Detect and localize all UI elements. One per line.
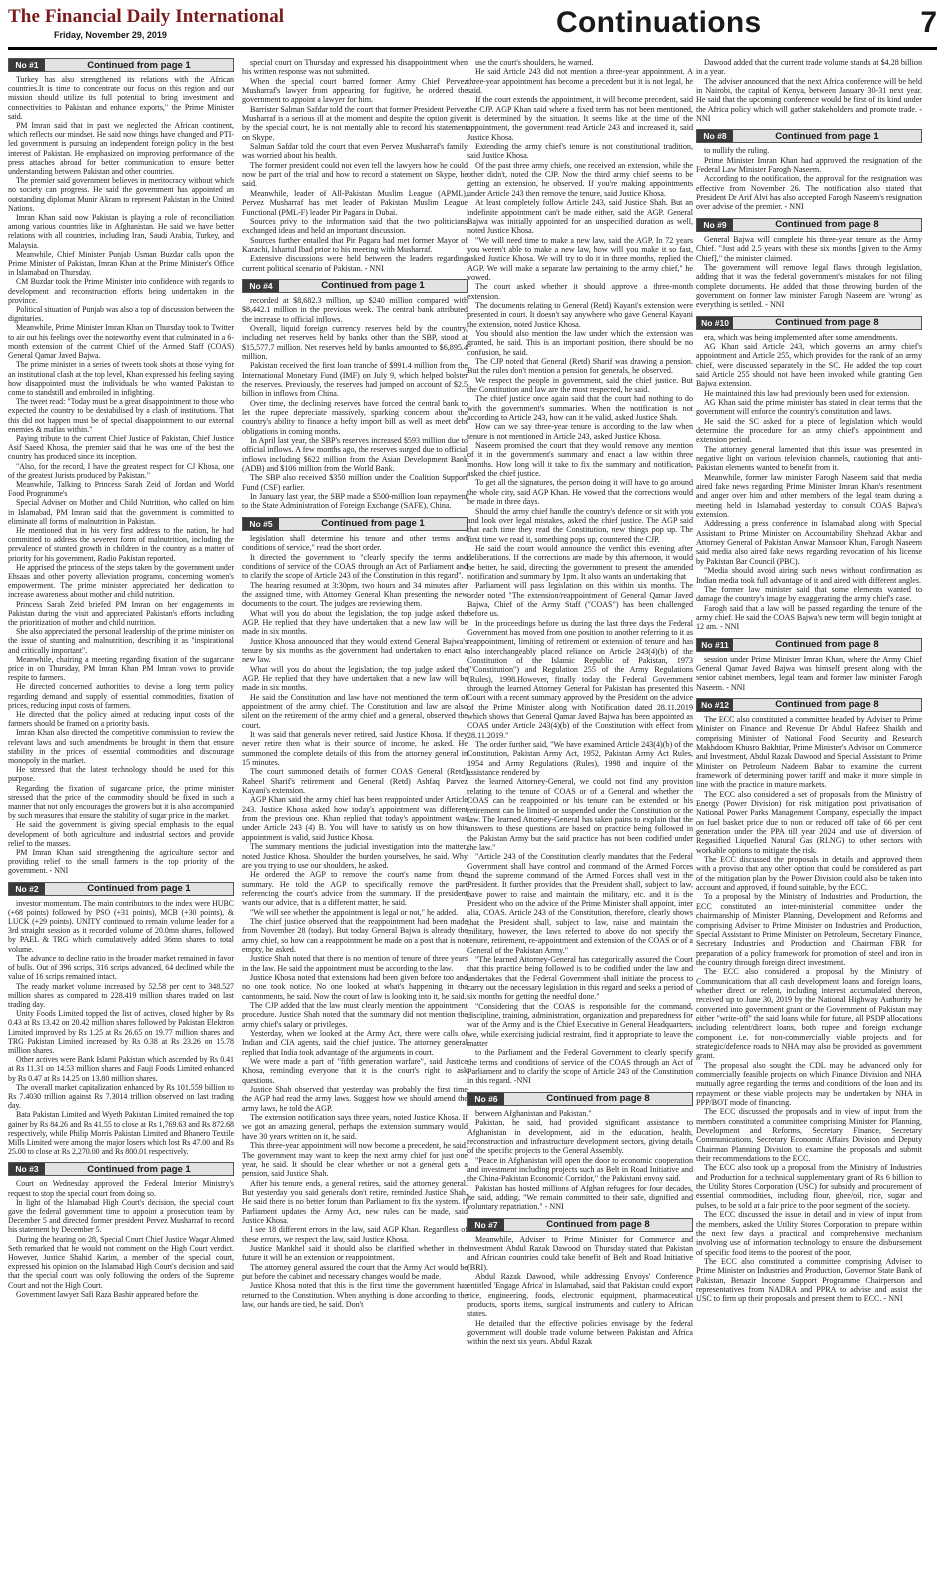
- article-paragraph: The court asked whether it should approve a three-month extension.: [467, 282, 693, 301]
- article-paragraph: According to the notification, the approval for the resignation was effective from November 26. The notification also stated that President Dr Arif Alvi has also accepted Farogh Naseem's resignation over advise of the premier. - NNI: [696, 174, 922, 212]
- continuation-title: Continued from page 8: [733, 699, 921, 711]
- article-paragraph: Over time, the declining reserves have forced the central bank to let the rupee depreciate massively, sparking concern about the country's ability to finance a hefty import bill as well as meet debt obligations in coming months.: [242, 398, 468, 436]
- article-paragraph: Meanwhile, Talking to Princess Sarah Zeid of Jordan and World Food Programme's: [8, 479, 234, 499]
- article-paragraph: Meanwhile, Chief Minister Punjab Usman Buzdar calls upon the Prime Minister of Pakistan, Imran Khan at the Prime Minister's Office in Islamabad on Thursday.: [8, 249, 234, 278]
- article-paragraph: We respect the people in government, said the chief justice. But the Constitution and law are the most respected, he said.: [467, 375, 693, 395]
- article-paragraph: legislation shall determine his tenure and other terms and conditions of service," read the short order.: [242, 533, 468, 553]
- continuation-number: No #10: [697, 317, 733, 329]
- article-paragraph: It directed the government to "clearly specify the terms and conditions of service of the COAS through an Act of Parliament and to clarify the scope of Article 243 of the Constitution in this regard".: [242, 552, 468, 581]
- article-paragraph: He said the SC asked for a piece of legislation which would determine the procedure for an army chief's appointment and extension period.: [696, 416, 922, 445]
- article-body: [467, 1235, 693, 1347]
- article-body: [242, 58, 468, 273]
- article-paragraph: The CJP noted that General (Retd) Sharif was drawing a pension. But the rules don't mention a pension for generals, he observed.: [467, 357, 693, 376]
- article-body: [242, 534, 468, 1310]
- article-paragraph: Bata Pakistan Limited and Wyeth Pakistan Limited remained the top gainer by Rs 84.26 and Rs 41.55 to close at Rs 1,769.63 and Rs 872.68 respectively, while Philip Morris Pakistan Limited and Bhanero Textile Mills Limited were among the major losers which lost Rs 47.00 and Rs 25.00 to close at Rs 2,270.00 and Rs 800.01 respectively.: [8, 1110, 234, 1157]
- article-paragraph: The chief justice once again said that the court had nothing to do with the government's summaries. When the notification is not according to Article 243, how can it be valid, asked Justice Shah.: [467, 394, 693, 423]
- continuation-article: [696, 638, 922, 692]
- continuation-header: [8, 1162, 234, 1176]
- article-paragraph: It was said that generals never retired, said Justice Khosa. If they never retire then what is their source of income, he asked. He summoned the complete details of this from the attorney general in 15 minutes.: [242, 730, 468, 768]
- article-paragraph: to nullify the ruling.: [704, 146, 770, 156]
- article-paragraph: He said the government is giving special emphasis to the equal development of both agriculture and industrial sectors and provide relief to the masses.: [8, 820, 234, 848]
- article-paragraph: The ECC discussed the proposals in details and approved them with a proviso that any other option that could be considered as part of the mitigation plan by the Power Division could also be taken into account and approved, if found suitable, by the ECC.: [696, 855, 922, 893]
- article-paragraph: The ECC also constituted a committee comprising Adviser to Prime Minister on Industries and Production, Governor State Bank of Pakistan, Benazir Income Support Programme Chairperson and representatives from NADRA and PPRA to advise and assist the USC to firm up their proposals and present them to ECC. - NNI: [696, 1256, 922, 1304]
- article-paragraph: Justice Shah observed that yesterday was probably the first time the AGP had read the army laws. Suggest how we should amend the army laws, he told the AGP.: [242, 1085, 468, 1113]
- article-paragraph: Barrister Salman Safdar told the court that former President Pervez Musharraf is a serious ill at the moment and despite the option given by the special court, he is not mentally able to record his statement on Skype.: [242, 104, 468, 142]
- continuation-header: [467, 1218, 693, 1232]
- article-paragraph: Pakistan received the first loan tranche of $991.4 million from the International Monetary Fund (IMF) on July 9, which helped bolster the reserves. Previously, the reserves had jumped on account of $2.5 billion in inflows from China.: [242, 361, 468, 399]
- article-paragraph: He directed that the policy aimed at reducing input costs of the farmers should be framed on a priority basis.: [8, 710, 234, 729]
- article-paragraph: Government lawyer Safi Raza Bashir appeared before the: [16, 1289, 199, 1299]
- article-paragraph: During the hearing on 28, Special Court Chief Justice Waqar Ahmed Seth remarked that he would not comment on the High Court verdict. However, Justice Shahid Karim, a member of the special court, expressed his opinion on the Islamabad High Court's decision and said that the special court was only following the orders of the Supreme Court and not the High Court.: [8, 1234, 234, 1290]
- article-paragraph: You should also mention the law under which the extension was granted, he said. This is an important position, there should be no confusion, he said.: [467, 328, 693, 357]
- continuation-header: [8, 882, 234, 896]
- article-paragraph: He apprised the princess of the steps taken by the government under Ehsaas and other poverty alleviation programs, concerning women's empowerment. The prime minister appreciated her dedication to increase awareness about mother and child nutrition.: [8, 562, 234, 600]
- article-paragraph: Turkey has also strengthened its relations with the African countries.It is time to concentrate our focus on this region and our mission should utilize its full potential to bring investment and connectivities to Pakistan and enhance exports," the Prime Minister said.: [8, 75, 234, 121]
- article-paragraph: The chief justice observed that the reappointment had been made from November 28 (today). But today General Bajwa is already the army chief, so how can a reappointment be made on a post that is not empty, he asked.: [242, 916, 468, 954]
- continuation-number: No #7: [468, 1219, 504, 1231]
- article-paragraph: Abdul Razak Dawood, while addressing Envoys' Conference entitled 'Engage Africa' in Islamabad, said that Pakistan could export rice, engineering, foods, electronic equipment, pharmaceutical products, sports items, surgical instruments and cutlery to African states.: [467, 1271, 693, 1319]
- article-paragraph: The former president could not even tell the lawyers how he could now be part of the trial and how to record a statement on Skype, he said.: [242, 160, 468, 189]
- article-paragraph: The adviser announced that the next Africa conference will be held in Nairobi, the capital of Kenya, between January 30-31 next year. He said that the upcoming conference would be first of its kind under the Africa policy which will gather stakeholders and promote trade. -NNI: [696, 76, 922, 124]
- article-paragraph: In April last year, the SBP's reserves increased $593 million due to official inflows. A few months ago, the reserves surged due to official inflows including $622 million from the Asian Development Bank (ADB) and $106 million from the World Bank.: [242, 436, 468, 474]
- article-paragraph: The former law minister said that some elements wanted to damage the country's image by exaggerating the army chief's case.: [696, 584, 922, 604]
- article-body: [696, 333, 922, 632]
- article-paragraph: Sources privy to the information said that the two politicians exchanged ideas and held an important discussion.: [242, 216, 468, 236]
- article-paragraph: The ready market volume increased by 52.58 per cent to 348.527 million shares as compared to 228.419 million shares traded on last trading day.: [8, 981, 234, 1009]
- article-paragraph: Meanwhile, leader of All-Pakistan Muslim League (APML), Pervez Musharraf has met leader of Pakistan Muslim League Functional (PML-F) leader Pir Pagara in Dubai.: [242, 188, 468, 217]
- article-paragraph: The government will remove legal flaws through legislation, adding that it was the federal government's mistakes for not filing complete documents. He added that those throwing burden of the government on former law minister Farogh Naseem are 'wrong' as everything is settled. - NNI: [696, 262, 922, 310]
- article-body: [8, 75, 234, 876]
- continuation-article: [242, 517, 468, 1310]
- article-paragraph: In January last year, the SBP made a $500-million loan repayment to the State Administration of Foreign Exchange (SAFE), China.: [242, 492, 468, 511]
- continuation-article: [242, 279, 468, 511]
- continuation-article: [696, 218, 922, 310]
- article-paragraph: Pakistan has hosted millions of Afghan refugees for four decades, he said, adding, "We remain committed to their safe, dignified and voluntary repatriation." - NNI: [467, 1183, 693, 1212]
- article-paragraph: He said the Constitution and law have not mentioned the term of appointment of the army chief. The Constitution and law are also silent on the retirement of the army chief and a general, observed the court.: [242, 692, 468, 730]
- continuation-number: No #5: [243, 518, 279, 530]
- continuation-number: No #6: [468, 1093, 504, 1105]
- issue-date: Friday, November 29, 2019: [54, 30, 167, 40]
- article-paragraph: He detailed that the effective policies envisage by the federal government will double trade volume between Pakistan and Africa within the next six years. Abdul Razak: [467, 1318, 693, 1347]
- article-paragraph: Princess Sarah Zeid briefed PM Imran on her engagements in Pakistan during the visit and appreciated Pakistan's efforts including the prioritization of mother and child nutrition.: [8, 599, 234, 627]
- article-paragraph: The attorney general lamented that this issue was presented in negative light on various television channels, cautioning that anti-Pakistan elements wanted to benefit from it.: [696, 444, 922, 473]
- article-paragraph: The ECC discussed the issue in detail and in view of input from the members, asked the Utility Stores Corporation to prepare within the next few days a practical and comprehensive mechanism involving use of information technology to ensure the disbursement of specific food items to the poorest of the poor.: [696, 1210, 922, 1257]
- continuation-header: [242, 517, 468, 531]
- article-paragraph: The order further said, "We have examined Article 243(4)(b) of the Constitution, Pakistan Army Act, 1952, Pakistan Army Act Rules, 1954 and Army Regulations (Rules), 1998 and inquire of the assistance rendered by: [467, 740, 693, 778]
- article-paragraph: PM Imran Khan said strengthening the agriculture sector and providing relief to the small farmers is the top priority of the government. - NNI: [8, 848, 234, 876]
- article-paragraph: "Article 243 of the Constitution clearly mandates that the Federal Government shall have control and command of the Armed Forces and the supreme command of the Armed Forces shall vest in the President. It further provides that the President shall, subject to law, have power to raise and maintain the military, etc. and it is the President who on the advice of the Prime Minister shall appoint, inter alia, COAS. Article 243 of the Constitution, therefore, clearly shows that the President shall, subject to law, raise and maintain the military, however, the laws referred to above do not specify the tenure, retirement, re-appointment and extension of the COAS or of a General of the Pakistan Army.": [467, 852, 693, 955]
- article-body: [696, 58, 922, 123]
- article-paragraph: between Afghanistan and Pakistan.": [475, 1108, 592, 1118]
- article-paragraph: special court on Thursday and expressed his disappointment when his written response was not submitted.: [242, 58, 468, 77]
- article-paragraph: "Also, for the record, I have the greatest respect for CJ Khosa, one of the greatest Jurists produced by Pakistan.": [8, 461, 234, 480]
- article-paragraph: He ordered the AGP to remove the court's name from the summary. He told the AGP to specifically remove the part referencing the court's advice from the summary. If the president wants our advice, that is a different matter, he said.: [242, 870, 468, 908]
- article-paragraph: Other actives were Bank Islami Pakistan which ascended by Rs 0.41 at Rs 11.31 on 14.53 million shares and Fauji Foods Limited enhanced by Rs 0.47 at Rs 14.25 on 13.80 million shares.: [8, 1055, 234, 1083]
- article-paragraph: Justice Khosa noted that extensions had been given before too and no one took notice. No one looked at what's happening in the cantonments, he said. Now the court of law is looking into it, he said.: [242, 972, 468, 1001]
- continuation-title: Continued from page 1: [45, 883, 233, 895]
- continuation-header: [696, 698, 922, 712]
- continuation-article: [467, 1092, 693, 1212]
- continuation-number: No #2: [9, 883, 45, 895]
- article-paragraph: The overall market capitalization enhanced by Rs 101.559 billion to Rs 7.4030 trillion against Rs 7.3014 trillion observed on last trading day.: [8, 1082, 234, 1111]
- article-paragraph: At least completely follow Article 243, said Justice Shah. But an indefinite appointment can't be made either, said the AGP. General Bajwa was initially appointed for an unspecified duration as well, noted Justice Khosa.: [467, 198, 693, 236]
- article-paragraph: AG Khan said Article 243, which governs an army chief's appointment and Article 255, which provides for the rank of an army chief, were discussed separately in the SC. He added the top court said Article 255 should not have been invoked while granting Gen Bajwa extension.: [696, 341, 922, 389]
- article-paragraph: AG Khan said the prime minister has stated in clear terms that the government will enforce the country's constitution and laws.: [696, 397, 922, 417]
- article-paragraph: Unity Foods Limited topped the list of actives, closed higher by Rs 0.43 at Rs 13.42 on 20.42 million shares followed by Pakistan Elektron Limited improved by Rs 1.25 at Rs 26.65 on 19.77 million shares and TRG Pakistan Limited increased by Rs 0.38 at Rs 23.26 on 15.78 million shares.: [8, 1009, 234, 1055]
- article-paragraph: The prime minister in a series of tweets took shots at those vying for an institutional clash at the top level, Khan expressed his feeling saying how disappointed must the individuals be who wanted Pakistan to come to standstill and embroiled in infighting.: [8, 360, 234, 397]
- article-paragraph: Regarding the fixation of sugarcane price, the prime minister stressed that the price of the commodity should be fixed in such a manner that not only encourages the growers but it is also accompanied by such measures that ensure the stability of sugar price in the market.: [8, 783, 234, 821]
- article-paragraph: Political situation of Punjab was also a top of discussion between the dignitaries.: [8, 305, 234, 324]
- continuation-number: No #1: [9, 59, 45, 71]
- article-paragraph: Court on Wednesday approved the Federal Interior Ministry's request to stop the special court from doing so.: [8, 1179, 234, 1198]
- article-paragraph: Prime Minister Imran Khan had approved the resignation of the Federal Law Minister Farogh Naseem.: [696, 155, 922, 175]
- continuation-title: Continued from page 8: [504, 1219, 692, 1231]
- article-paragraph: "We will need time to make a new law, said the AGP. In 72 years you weren't able to make a new law, how will you make it so fast, asked Justice Khosa. We will try to do it in three months, replied the AGP. We will make a separate law pertaining to the army chief," he vowed.: [467, 235, 693, 282]
- article-body: [242, 296, 468, 511]
- continuation-title: Continued from page 8: [733, 639, 921, 651]
- continuation-title: Continued from page 1: [733, 130, 921, 142]
- continuation-article: [8, 1162, 234, 1299]
- continuation-header: [696, 129, 922, 143]
- article-paragraph: CM Buzdar took the Prime Minister into confidence with regards to development and reconstruction efforts being undertaken in the province.: [8, 277, 234, 305]
- continuation-header: [696, 316, 922, 330]
- continuation-header: [8, 58, 234, 72]
- continuation-article: [696, 129, 922, 211]
- continuation-article: [696, 698, 922, 1304]
- article-paragraph: The ECC also considered a proposal by the Ministry of Communications that all cash development loans and foreign loans, whether direct or relent, including interest accumulated thereon, received up to June 30, 2019 by the National Highway Authority be converted into government grant or the Government of Pakistan may either "write-off" the said loans while for future, all PSDP allocations including relent/direct loans, both rupee and foreign exchange component i.e. for non-commercially viable projects and for strategic/defence roads to NHA may also be provided as government grant.: [696, 967, 922, 1061]
- continuation-title: Continued from page 1: [279, 280, 467, 292]
- continuation-number: No #3: [9, 1163, 45, 1175]
- article-paragraph: Meanwhile, former law minister Farogh Naseem said that media aired fake news regarding Prime Minister Imran Khan's resentment and anger over him and other members of the legal team during a meeting held in Islamabad yesterday to consult COAS Bajwa's extension.: [696, 472, 922, 520]
- article-paragraph: After his tenure ends, a general retires, said the attorney general. But yesterday you said generals don't retire, reminded Justice Shah. He said there is no better forum than Parliament to fix the system. If Parliament updates the Army Act, new rules can be made, said Justice Khosa.: [242, 1178, 468, 1225]
- section-title: Continuations: [556, 6, 762, 39]
- continuation-article: [467, 1218, 693, 1347]
- article-paragraph: In the proceedings before us during the last three days the Federal Government has moved from one position to another referring to it as reappointment, limiting of retirement or extension of tenure and has also interchangeably placed reliance on Article 243(4)(b) of the Constitution of the Islamic Republic of Pakistan, 1973 ("Constitution") and Regulation 255 of the Army Regulations (Rules), 1998.However, finally today the Federal Government through the learned Attorney General for Pakistan has presented this Court with a recent summary approved by the President on the advice of the Prime Minister along with Notification dated 28.11.2019 which shows that General Qamar Javed Bajwa has been appointed as COAS under Article 243(4)(b) of the Constitution with effect from 28.11.2019.": [467, 618, 693, 740]
- article-paragraph: Addressing a press conference in Islamabad along with Special Assistant to Prime Minister on Accountability Shehzad Akbar and Attorney General of Pakistan Anwar Mansoor Khan, Farogh Naseem said media also aired fake news regarding revocation of his license by Pakistan Bar Council (PBC).: [696, 519, 922, 566]
- article-paragraph: The ECC also constituted a committee headed by Adviser to Prime Minister on Finance and Revenue Dr Abdul Hafeez Shaikh and comprising Minister of National Food Security and Research Makhdoom Khusro Bakhtiar, Prime Minister's Advisor on Commerce and Investment, Abdul Razak Dawood and Special Assistant to Prime Minister on Petroleum Nadeem Babar to examine the current framework of determining power tariff and make it more simple in line with the practice in mature markets.: [696, 714, 922, 790]
- article-paragraph: The premier said government believes in meritocracy without which no society can progress. He said the government has appointed an outstanding diplomat Munir Akram to represent Pakistan in the United Nations.: [8, 176, 234, 213]
- masthead: [8, 6, 937, 48]
- article-paragraph: Salman Safdar told the court that even Pervez Musharraf's family was worried about his health.: [242, 142, 468, 161]
- article-paragraph: To a proposal by the Ministry of Industries and Production, the ECC constituted an inter-ministerial committee under the chairmanship of Minister Planning, Development and Reforms and comprising Adviser to Prime Minister on Industries and Production, Special Assistant to Prime Minister on Petroleum, Secretary Finance, Secretary Industries and Production and Chairman FBR for preparation of a policy framework for promotion of steel and iron in the country through foreign direct investment.: [696, 892, 922, 967]
- article-paragraph: "Considering that the COAS is responsible for the command, discipline, training, administration, organization and preparedness for war of the Army and is the Chief Executive in General Headquarters, we, while exercising judicial restraint, find it appropriate to leave the matter: [467, 1001, 693, 1049]
- article-paragraph: PM Imran said that in past we neglected the African continent, which reflects our mindset. He said now things have changed and PTI-led government is pursuing an independent foreign policy in the best interest of Pakistan. He emphasized on improving performance of the press attaches abroad for better communication to ensure better understanding between Pakistan and other countries.: [8, 121, 234, 177]
- article-paragraph: The advance to decline ratio in the broader market remained in favor of bulls. Out of 396 scrips, 316 scrips advanced, 64 declined while the value of 16 scrips remained intact.: [8, 953, 234, 982]
- continuation-title: Continued from page 1: [45, 1163, 233, 1175]
- article-body: [467, 1109, 693, 1212]
- continuation-article: [696, 58, 922, 123]
- article-body: [8, 899, 234, 1157]
- column-2: [242, 58, 468, 1582]
- article-paragraph: The CJP added that the law must clearly mention the appointment procedure. Justice Shah noted that the summary did not mention the army chief's salary or privileges.: [242, 1001, 468, 1029]
- article-paragraph: era, which was being implemented after some amendments.: [704, 332, 898, 342]
- article-paragraph: Special Adviser on Mother and Child Nutrition, who called on him in Islamabad, PM Imran said that the government is committed to eliminate all forms of malnutrition in Pakistan.: [8, 498, 234, 526]
- article-paragraph: Yesterday, when we looked at the Army Act, there were calls of Indian and CIA agents, said the chief justice. The attorney general replied that India took advantage of the arguments in court.: [242, 1029, 468, 1057]
- article-paragraph: the learned Attorney-General, we could not find any provision relating to the tenure of COAS or of a General and whether the COAS can be reappointed or his tenure can be extended or his retirement can be limited or suspended under the Constitution or the law. The learned Attorney-General has taken pains to explain that the answers to these questions are based on practice being followed in the Pakistan Army but the said practice has not been codified under the law.": [467, 777, 693, 852]
- continuation-number: No #11: [697, 639, 733, 651]
- continuation-number: No #8: [697, 130, 733, 142]
- article-paragraph: The ECC discussed the proposals and in view of input from the members constituted a committee comprising Minister for Planning, Development and Reforms, Secretary Finance, Secretary Communications, Secretary Economic Affairs Division and Deputy Chairman Planning Division to examine the proposals and submit their recommendations to the ECC.: [696, 1107, 922, 1164]
- continuation-header: [242, 279, 468, 293]
- article-paragraph: Justice Mankhel said it should also be clarified whether in the future it will be an extension or reappointment.: [242, 1243, 468, 1263]
- article-paragraph: He directed concerned authorities to devise a long term policy regarding demand and supply of essential commodities, fixation of prices, reducing input costs of farmers.: [8, 682, 234, 710]
- article-body: [467, 58, 693, 1086]
- article-paragraph: Pakistan, he said, had provided significant assistance to Afghanistan in development, aid in the education, health, reconstruction and infrastructure development sectors, giving details of the specific projects to the General Assembly.: [467, 1118, 693, 1156]
- article-paragraph: "We will see whether the appointment is legal or not," he added.: [250, 907, 459, 917]
- continuation-title: Continued from page 8: [504, 1093, 692, 1105]
- article-paragraph: If the court extends the appointment, it will become precedent, said the CJP. AGP Khan said where a fixed term has not been mentioned, it is determined by the situation. It seems like at the time of the appointment, the government read Article 243 and increased it, said Justice Khosa.: [467, 95, 693, 142]
- article-paragraph: to the Parliament and the Federal Government to clearly specify the terms and conditions of service of the COAS through an Act of Parliament and to clarify the scope of Article 243 of the Constitution in this regard. -NNI: [467, 1048, 693, 1086]
- continuation-title: Continued from page 8: [733, 317, 921, 329]
- article-paragraph: When the special court barred former Army Chief Pervez Musharraf's lawyer from appearing for fugitive, he ordered the government to appoint a lawyer for him.: [242, 76, 468, 105]
- article-paragraph: The ECC also took up a proposal from the Ministry of Industries and Production for a technical supplementary grant of Rs 6 billion to the Utility Stores Corporation (USC) for subsidy and procurement of essential commodities, including flour, ghee/oil, rice, sugar and pulses, to be sold at a fair price to the poor segment of the society.: [696, 1163, 922, 1210]
- article-paragraph: He maintained this law had previously been used for extension.: [704, 388, 910, 398]
- article-paragraph: Meanwhile, Adviser to Prime Minister for Commerce and Investment Abdul Razak Dawood on Thursday stated that Pakistan and African countries could take benefit of Belt and Road Initiative (BRI).: [467, 1234, 693, 1272]
- article-paragraph: "Media should avoid airing such news without confirmation as Indian media took full advantage of it and aired with different angles.: [696, 566, 922, 585]
- article-paragraph: What will you do about the legislation, the top judge asked the AGP. He replied that they have undertaken that a new law will be made in six months.: [242, 608, 468, 637]
- continuation-article: [8, 882, 234, 1157]
- continuation-article: [467, 58, 693, 1086]
- article-paragraph: He mentioned that in his very first address to the nation, he had committed to address the severest form of malnutrition, including the prevalence of stunted growth in children in the country as a matter of priority for his government, Radio Pakistan reported.: [8, 525, 234, 563]
- article-paragraph: What will you do about the legislation, the top judge asked the AGP. He replied that they have undertaken that a new law will be made in six months.: [242, 664, 468, 693]
- article-paragraph: Extensive discussions were held between the leaders regarding current political scenario of Pakistan. - NNI: [242, 254, 468, 273]
- continuation-title: Continued from page 1: [279, 518, 467, 530]
- article-paragraph: The SBP also received $350 million under the Coalition Support Fund (CSF) earlier.: [242, 473, 468, 492]
- continuation-article: [696, 316, 922, 632]
- publication-name: The Financial Daily International: [8, 6, 285, 27]
- article-paragraph: The proposal also sought the CDL may be advanced only for commercially feasible projects on which Finance Division and NHA mutually agree regarding the terms and conditions of the loan and its repayment or these viable projects may be undertaken by NHA in PPP/BOT mode of financing.: [696, 1060, 922, 1108]
- article-paragraph: Justice Khosa announced that they would extend General Bajwa's tenure by six months as the government had undertaken to enact a new law.: [242, 636, 468, 665]
- article-paragraph: session under Prime Minister Imran Khan, where the Army Chief General Qamar Javed Bajwa was himself present along with the senior cabinet members, legal team and former law minister Farogh Naseem. - NNI: [696, 654, 922, 692]
- continuation-header: [696, 638, 922, 652]
- article-paragraph: Extending the army chief's tenure is not constitutional tradition, said Justice Khosa.: [467, 142, 693, 161]
- column-4: [696, 58, 922, 1582]
- article-paragraph: Justice Shah noted that there is no mention of tenure of three years in the law. He said the appointment must be according to the law.: [242, 954, 468, 973]
- article-paragraph: I see 18 different errors in the law, said AGP Khan. Regardless of these errors, we respect the law, said Justice Khosa.: [242, 1225, 468, 1244]
- article-body: [696, 146, 922, 211]
- article-paragraph: investor momentum. The main contributors to the index were HUBC (+68 points) followed by PSO (+31 points), MCB (+30 points), & LUCK (+29 points). UNITY continued to remain volume leader for a 3rd straight session as it recorded volume of 20.0mn shares, followed by PAEL & TRG which cumulatively added 36mn shares to total volume.: [8, 898, 234, 954]
- continuation-number: No #12: [697, 699, 733, 711]
- article-body: [696, 235, 922, 310]
- article-paragraph: He said the court would announce the verdict this evening after deliberations. If the corrections are made by this afternoon, it would be better, he said, directing the government to present the amended notification and summary by 1pm. It also wants an undertaking that: [467, 543, 693, 581]
- article-paragraph: How can we say three-year tenure is according to the law when tenure is not mentioned in Article 243, asked Justice Khosa.: [467, 422, 693, 441]
- continuation-header: [467, 1092, 693, 1106]
- article-paragraph: General Bajwa will complete his three-year tenure as the Army Chief. "Just add 2.5 years with these six months [given to the Army Chief]," the minister claimed.: [696, 234, 922, 263]
- article-paragraph: The ECC also considered a set of proposals from the Ministry of Energy (Power Division) for risk mitigation post privatisation of National Power Parks Management Company, especially the impact on fuel basket price due to non or reduced off take of 66 per cent generation under the PPA till year 2024 and use of diversion of Regasified Liquefied Natural Gas (RLNG) to other sectors with workable options to mitigate the risk.: [696, 789, 922, 855]
- continuation-title: Continued from page 8: [733, 219, 921, 231]
- article-paragraph: Sources further entailed that Pir Pagara had met former Mayor of Karachi, Ishartul Ibad prior to his meeting with Musharraf.: [242, 235, 468, 254]
- article-paragraph: recorded at $8,682.3 million, up $240 million compared with $8,442.1 million in the previous week. The central bank attributed the increase to official inflows.: [242, 295, 468, 324]
- article-paragraph: Dawood added that the current trade volume stands at $4.28 billion in a year.: [696, 58, 922, 77]
- article-paragraph: AGP Khan said the army chief has been reappointed under Article 243. Justice Khosa asked how today's appointment was different from the previous one. Khan replied that today's appointment was under Article 243 (4) B. You will have to satisfy us on how this appointment is valid, said Justice Khosa.: [242, 795, 468, 842]
- article-paragraph: To get all the signatures, the person doing it will have to go around the whole city, said AGP Khan. He vowed that the corrections would be made in three days.: [467, 478, 693, 507]
- article-paragraph: The extension notification says three years, noted Justice Khosa. If we got an amazing general, perhaps the extension summary would have 30 years written on it, he said.: [242, 1113, 468, 1141]
- continuation-number: No #9: [697, 219, 733, 231]
- article-paragraph: Parliament will pass legislation on this within six months. The order noted "The extension/reappointment of General Qamar Javed Bajwa, Chief of the Army Staff ("COAS") has been challenged before us.: [467, 581, 693, 619]
- article-paragraph: Naseem promised the court that they would remove any mention of it in the government's summary and enact a law within three months. How long will it take to fix the summary and notification, asked the chief justice.: [467, 441, 693, 479]
- article-body: [696, 715, 922, 1304]
- article-paragraph: The summary mentions the judicial investigation into the matter, noted Justice Khosa. Shoulder the burden yourselves, he said. Why are you trying to use our shoulders, he asked.: [242, 842, 468, 870]
- article-paragraph: The attorney general assured the court that the Army Act would be put before the cabinet and necessary changes would be made.: [242, 1262, 468, 1281]
- continuation-article: [242, 58, 468, 273]
- column-3: [467, 58, 693, 1582]
- article-paragraph: We were made a part of "fifth generation warfare", said Justice Khosa, reminding everyone that it is the court's right to ask questions.: [242, 1057, 468, 1085]
- article-paragraph: He stressed that the latest technology should be used for this purpose.: [8, 765, 234, 784]
- continuation-header: [696, 218, 922, 232]
- article-body: [696, 655, 922, 692]
- article-paragraph: The documents relating to General (Retd) Kayani's extension were presented in court. It doesn't say anywhere who gave General Kayani the extension, noted Justice Khosa.: [467, 300, 693, 329]
- article-paragraph: The tweet read: "Today must be a great disappointment to those who expected the country to be destabilised by a clash of institutions. That this did not happen must be of special disappointment to our external enemies & mafias within.": [8, 397, 234, 434]
- article-body: [8, 1179, 234, 1299]
- article-paragraph: Imran Khan said now Pakistan is playing a role of reconciliation among various countries like in Afghanistan. He said we have better relations with all countries, including Iran, Saudi Arabia, Turkey, and Malaysia.: [8, 213, 234, 250]
- article-paragraph: The court summoned details of former COAS General (Retd) Raheel Sharif's retirement and General (Retd) Ashfaq Parvez Kayani's extension.: [242, 767, 468, 796]
- article-paragraph: Justice Khosa noted that this is the first time the government has returned to the Constitution. When anything is done according to the law, our hands are tied, he said. Don't: [242, 1281, 468, 1309]
- masthead-rule: [8, 47, 937, 50]
- article-paragraph: He said Article 243 did not mention a three-year appointment. A three-year appointment has become a precedent but it is not legal, he said.: [467, 67, 693, 96]
- article-paragraph: Paying tribute to the current Chief Justice of Pakistan, Chief Justice Asif Saeed Khosa, the premier said that he was one of the best the country has produced since its inception.: [8, 433, 234, 462]
- article-paragraph: Overall, liquid foreign currency reserves held by the country, including net reserves held by banks other than the SBP, stood at $15,577.7 million. Net reserves held by banks amounted to $6,895.4 million.: [242, 323, 468, 361]
- article-paragraph: use the court's shoulders, he warned.: [475, 58, 594, 67]
- article-paragraph: Should the army chief handle the country's defence or sit with you and look over legal mistakes, asked the chief justice. The AGP said that each time they read the Constitution, new things pop up. The first time we read it, something pops up, countered the CJP.: [467, 506, 693, 544]
- continuation-number: No #4: [243, 280, 279, 292]
- article-paragraph: The hearing resumed at 3:30pm, two hours and 34 minutes after the assigned time, with Attorney General Khan presenting the new documents to the court. The judges are reviewing them.: [242, 580, 468, 609]
- article-paragraph: Farogh said that a law will be passed regarding the tenure of the army chief. He said the COAS Bajwa's new term will begin tonight at 12 am. - NNI: [696, 603, 922, 632]
- article-paragraph: Meanwhile, chairing a meeting regarding fixation of the sugarcane price in on Thursday, PM Imran Khan PM Imran vows to provide respite to farmers.: [8, 654, 234, 683]
- page-number: 7: [920, 6, 937, 39]
- column-1: [8, 58, 234, 1582]
- article-paragraph: She also appreciated the personal leadership of the prime minister on the issue of stunting and malnutrition, describing it as "inspirational and critically important".: [8, 627, 234, 655]
- article-paragraph: Of the past three army chiefs, one received an extension, while the other didn't, noted the CJP. Now the third army chief seems to be getting an extension, he observed. If you're making appointments under Article 243 then remove the tenure, said Justice Khosa.: [467, 160, 693, 198]
- article-paragraph: Meanwhile, Prime Minister Imran Khan on Thursday took to Twitter to air out his feelings over the noteworthy event that culminated in a 6-month extension of the current Chief of the Armed Staff (COAS) General Qamar Javed Bajwa.: [8, 323, 234, 361]
- continuation-article: [8, 58, 234, 876]
- article-paragraph: This three-year appointment will now become a precedent, he said. The government may want to keep the next army chief for just one year, he said. It should be clear whether or not a general gets a pension, said Justice Shah.: [242, 1141, 468, 1179]
- article-paragraph: In light of the Islamabad High Court's decision, the special court gave the federal government time to appoint a prosecution team by December 5 and directed former president Pervez Musharraf to record his statement by December 5.: [8, 1197, 234, 1235]
- article-paragraph: "Peace in Afghanistan will open the door to economic cooperation and investment including projects such as Belt in Road Initiative and the China-Pakistan Economic Corridor," the Pakistani envoy said.: [467, 1155, 693, 1184]
- continuation-title: Continued from page 1: [45, 59, 233, 71]
- article-paragraph: "The learned Attorney-General has categorically assured the Court that this practice being followed is to be codified under the law and undertakes that the Federal Government shall initiate the process to carry out the necessary legislation in this regard and seeks a period of six months for getting the needful done.": [467, 955, 693, 1002]
- article-paragraph: Imran Khan also directed the competitive commission to review the relevant laws and such amendments be brought in them that ensure stability in the prices of essential commodities and discourage monopoly in the market.: [8, 728, 234, 766]
